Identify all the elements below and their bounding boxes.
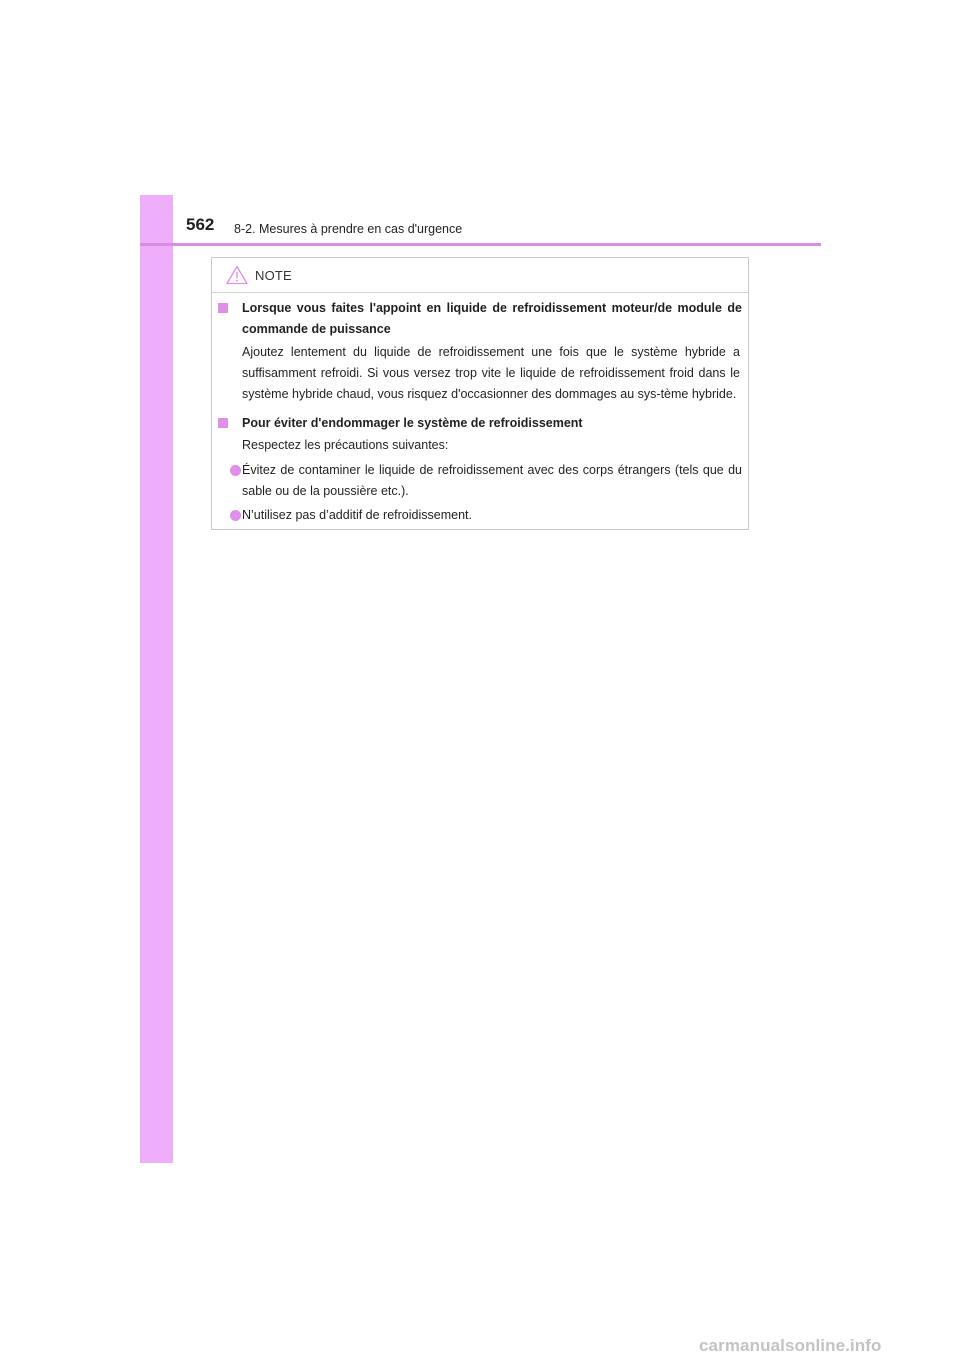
note-divider [212, 292, 748, 293]
note-header [226, 264, 292, 286]
note-box [211, 257, 749, 530]
warning-triangle-icon [226, 265, 248, 285]
section-heading-text: Lorsque vous faites l'appoint en liquide de refroidissement moteur/de module de commande de puissance [242, 301, 742, 336]
list-item [212, 505, 748, 526]
list-item [212, 460, 748, 502]
section-body: Respectez les précautions suivantes: [242, 438, 449, 452]
watermark: carmanualsonline.info [699, 1336, 882, 1355]
side-band [140, 195, 173, 1163]
header-rule [140, 243, 821, 246]
section-heading-text: Pour éviter d'endommager le système de refroidissement [242, 416, 583, 430]
page-number: 562 [186, 215, 215, 234]
round-bullet-icon [230, 510, 241, 521]
list-item-text: Évitez de contaminer le liquide de refroidissement avec des corps étrangers (tels que du sable ou de la poussière etc.). [242, 463, 742, 498]
square-bullet-icon [218, 303, 228, 313]
note-section-1 [212, 298, 748, 405]
square-bullet-icon [218, 418, 228, 428]
section-body: Ajoutez lentement du liquide de refroidissement une fois que le système hybride a suffisamment refroidi. Si vous versez trop vite le liquide de refroidissement froid dans le système hybride chaud, vous risquez d'occasionner des dommages au sys-tème hybride. [242, 345, 740, 401]
section-heading [212, 413, 748, 434]
note-section-2 [212, 413, 748, 526]
note-label: NOTE [255, 267, 292, 283]
section-heading [212, 298, 748, 340]
round-bullet-icon [230, 465, 241, 476]
list-item-text: N’utilisez pas d’additif de refroidissement. [242, 508, 472, 522]
page-header-title: 8-2. Mesures à prendre en cas d'urgence [234, 222, 463, 236]
